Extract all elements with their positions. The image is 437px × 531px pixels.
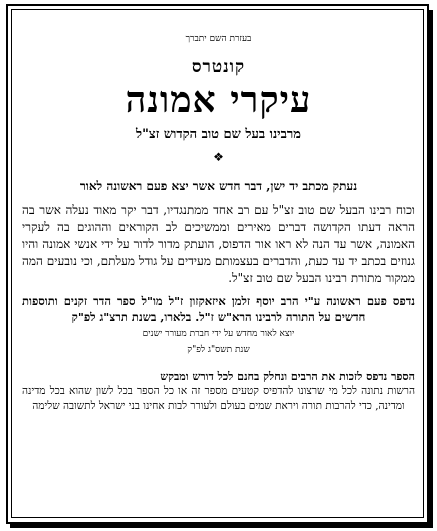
first-print-info: נדפס פעם ראשונה ע"י הרב יוסף זלמן איזאקזון ז"ל מו"ל ספר הדר זקנים ותוספות חדשים על התורה לרבינו הרא"ש ז"ל. בלארו, בשנת תרצ"ג לפ"ק xyxy=(22,294,415,324)
title-page xyxy=(22,14,415,414)
ornament-diamond-icon: ❖ xyxy=(213,150,224,164)
permission-paragraph: הרשות נתונה לכל מי שרצונו להדפיס קטעים מספר זה או כל הספר בכל לשון שהוא בכל מדינה ומדינה, כדי להרבות תורה ויראת שמים בעולם ולעורר לבות אחינו בני ישראל לתשובה שלימה xyxy=(22,385,415,412)
frame-shadow-bottom xyxy=(10,524,433,528)
description-paragraph: וכוח רבינו הבעל שם טוב זצ"ל עם רב אחד ממתנגדיו, דבר יקר מאוד נעלה אשר בה הראה דעתו הקדושה דברים מאירים וממשיכים לב הקוראים וההוגים בה לעקרי האמונה, אשר עד הנה לא ראו אור הדפוס, הועתק מדור לדור על ידי אנשי אמונה והיו גנוזים בכתב יד עד כעת, והדברים בעצמותם מעידים על גודל מעלתם, וכי נובעים המה ממקור מתורת רבינו הבעל שם טוב זצ"ל. xyxy=(22,203,416,285)
reprint-publisher: יוצא לאור מחדש על ידי חברת מעורר ישנים xyxy=(142,329,295,339)
reprint-year: שנת תשס"ג לפ"ק xyxy=(187,345,250,355)
blessing-line: בעזרת השם יתברך xyxy=(185,34,252,44)
first-publication-notice: נעתק מכתב יד ישן, דבר חדש אשר יצא פעם ראשונה לאור xyxy=(79,179,358,193)
frame-shadow-side xyxy=(429,10,433,528)
book-title: עיקרי אמונה xyxy=(125,79,312,121)
book-subtitle: מרבינו בעל שם טוב הקדוש זצ"ל xyxy=(136,127,301,142)
kuntres-label: קונטרס xyxy=(191,57,246,77)
free-distribution-heading: הספר נדפס לזכות את הרבים ונחלק בחנם לכל דורש ומבקש xyxy=(160,370,415,383)
